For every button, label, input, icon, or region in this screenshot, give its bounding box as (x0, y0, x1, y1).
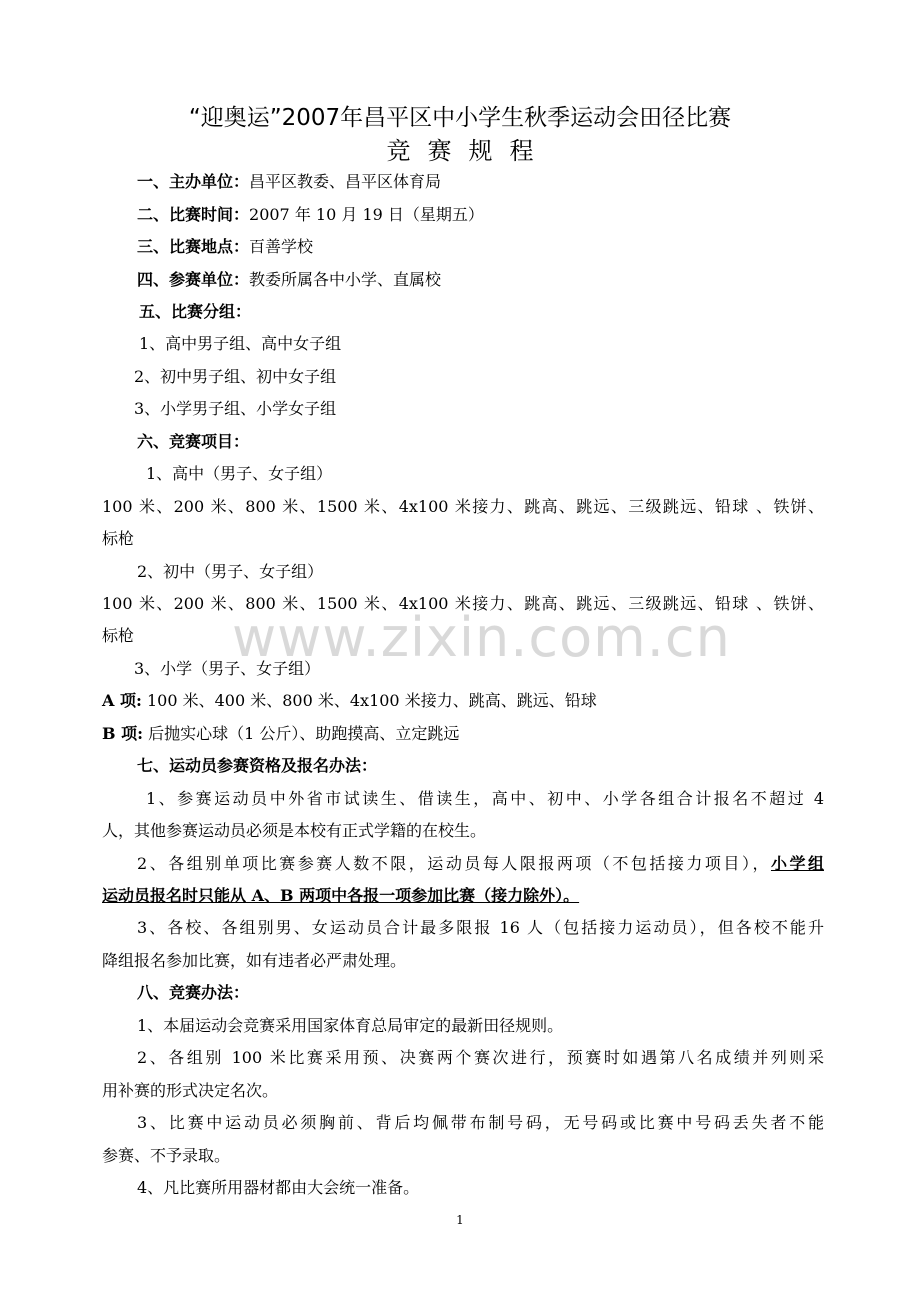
section-4-text: 教委所属各中小学、直属校 (249, 270, 442, 289)
rule-7-3-cont: 降组报名参加比赛，如有违者必严肃处理。 (102, 951, 407, 970)
rule-7-3: 3、各校、各组别男、女运动员合计最多限报 16 人（包括接力运动员），但各校不能升 (137, 918, 824, 937)
section-2 (137, 205, 484, 225)
rule-7-2 (137, 854, 824, 874)
middle-school-events-cont: 标枪 (102, 626, 135, 645)
section-8-label: 八、竞赛办法： (137, 983, 250, 1002)
rule-8-4: 4、凡比赛所用器材都由大会统一准备。 (137, 1178, 420, 1197)
group-item: 3、小学男子组、小学女子组 (134, 399, 337, 418)
section-3-label: 三、比赛地点： (137, 237, 250, 256)
section-2-text: 2007 年 10 月 19 日（星期五） (249, 205, 484, 224)
section-4 (137, 270, 441, 290)
section-2-label: 二、比赛时间： (137, 205, 250, 224)
rule-8-2: 2、各组别 100 米比赛采用预、决赛两个赛次进行，预赛时如遇第八名成绩并列则采 (137, 1048, 824, 1067)
group-item: 1、高中男子组、高中女子组 (139, 334, 342, 353)
group-item: 2、初中男子组、初中女子组 (134, 367, 337, 386)
watermark: www.zixin.com.cn (232, 606, 731, 669)
middle-school-heading: 2、初中（男子、女子组） (137, 562, 324, 581)
rule-7-1: 1、参赛运动员中外省市试读生、借读生，高中、初中、小学各组合计报名不超过 4 (146, 789, 824, 808)
page-number: 1 (456, 1213, 464, 1227)
rule-7-1-cont: 人，其他参赛运动员必须是本校有正式学籍的在校生。 (102, 821, 487, 840)
primary-school-heading: 3、小学（男子、女子组） (134, 659, 321, 678)
section-1 (137, 172, 441, 192)
rule-8-3: 3、比赛中运动员必须胸前、背后均佩带布制号码，无号码或比赛中号码丢失者不能 (137, 1113, 824, 1132)
section-5-label: 五、比赛分组： (139, 302, 252, 321)
section-6-label: 六、竞赛项目： (137, 432, 250, 451)
rule-8-2-cont: 用补赛的形式决定名次。 (102, 1081, 279, 1100)
rule-8-3-cont: 参赛、不予录取。 (102, 1146, 231, 1165)
document-subtitle: 竞赛规程 (386, 137, 551, 165)
rule-7-2-text: 2、各组别单项比赛参赛人数不限，运动员每人限报两项（不包括接力项目）， (137, 854, 771, 873)
item-b-label: B 项: (102, 724, 144, 743)
high-school-events-cont: 标枪 (102, 529, 135, 548)
high-school-heading: 1、高中（男子、女子组） (146, 464, 333, 483)
item-a-label: A 项: (102, 691, 142, 710)
section-3-text: 百善学校 (249, 237, 314, 256)
item-a (102, 691, 597, 711)
section-3 (137, 237, 313, 257)
rule-7-2-cont: 运动员报名时只能从 A、B 两项中各报一项参加比赛（接力除外）。 (102, 886, 580, 905)
item-b (102, 724, 459, 744)
high-school-events: 100 米、200 米、800 米、1500 米、4x100 米接力、跳高、跳远、三级跳远、铅球 、铁饼、 (102, 497, 824, 516)
section-1-label: 一、主办单位： (137, 172, 250, 191)
rule-7-2-emphasis: 小学组 (770, 854, 824, 873)
section-1-text: 昌平区教委、昌平区体育局 (249, 172, 442, 191)
section-4-label: 四、参赛单位： (137, 270, 250, 289)
rule-8-1: 1、本届运动会竞赛采用国家体育总局审定的最新田径规则。 (137, 1016, 564, 1035)
section-7-label: 七、运动员参赛资格及报名办法： (137, 756, 378, 775)
document-title: “迎奥运”2007年昌平区中小学生秋季运动会田径比赛 (188, 105, 732, 131)
item-a-text: 100 米、400 米、800 米、4x100 米接力、跳高、跳远、铅球 (141, 691, 597, 710)
item-b-text: 后抛实心球（1 公斤）、助跑摸高、立定跳远 (143, 724, 460, 743)
middle-school-events: 100 米、200 米、800 米、1500 米、4x100 米接力、跳高、跳远、三级跳远、铅球 、铁饼、 (102, 594, 824, 613)
